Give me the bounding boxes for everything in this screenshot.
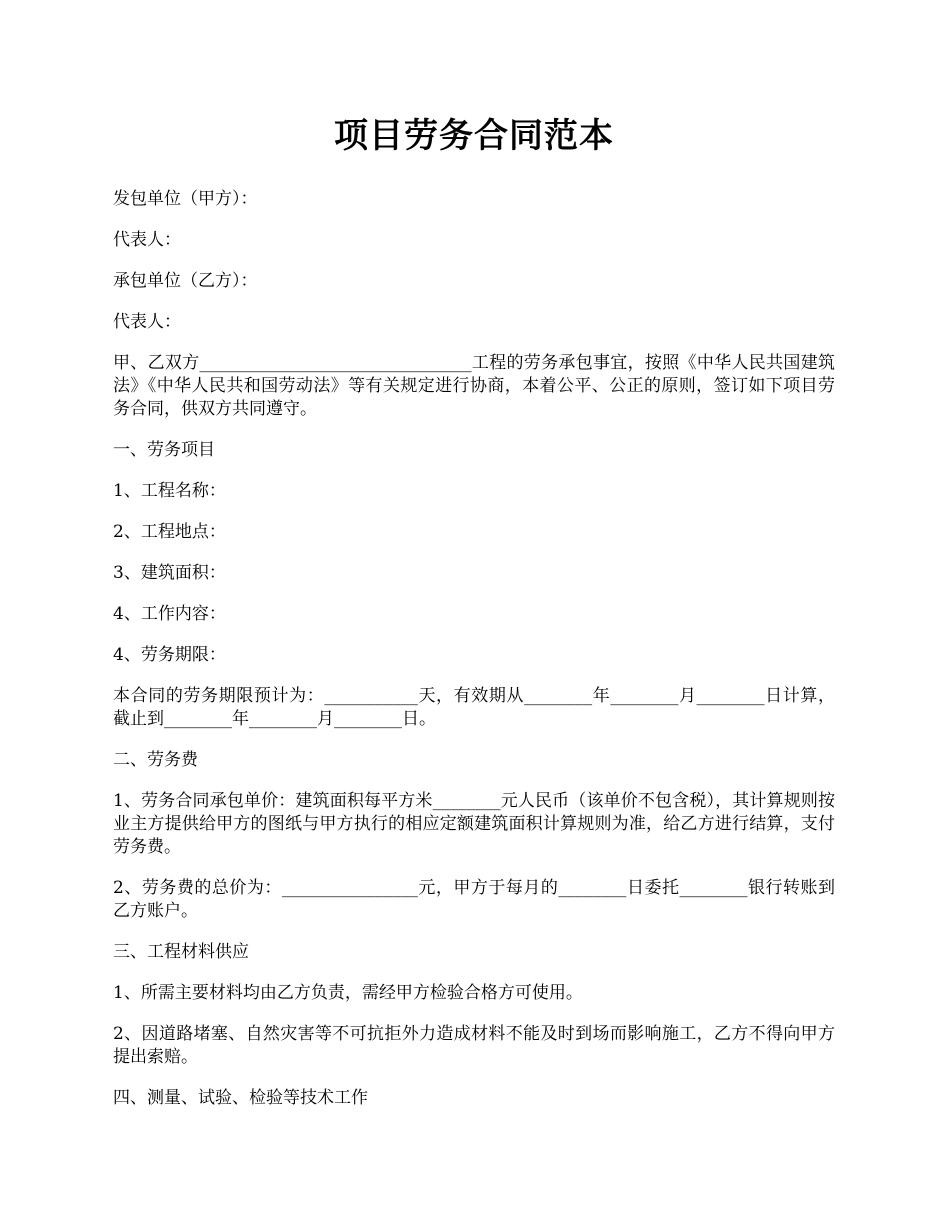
- unit-price-paragraph: 1、劳务合同承包单价：建筑面积每平方米________元人民币（该单价不包含税），其计算规则按业主方提供给甲方的图纸与甲方执行的相应定额建筑面积计算规则为准，给乙方进行结算，支付劳务费。: [113, 791, 835, 857]
- building-area-line: 3、建筑面积：: [113, 563, 226, 583]
- document-title: 项目劳务合同范本: [334, 116, 614, 156]
- party-a-line: 发包单位（甲方）：: [113, 189, 258, 209]
- section-heading-labor-fee: 二、劳务费: [113, 750, 198, 770]
- labor-term-paragraph: 本合同的劳务期限预计为：___________天，有效期从________年________月________日计算，截止到________年________月________日。: [113, 686, 835, 729]
- party-b-representative-line: 代表人：: [113, 312, 181, 332]
- project-location-line: 2、工程地点：: [113, 522, 226, 542]
- force-majeure-paragraph: 2、因道路堵塞、自然灾害等不可抗拒外力造成材料不能及时到场而影响施工，乙方不得向甲方提出索赔。: [113, 1024, 835, 1067]
- labor-term-line: 4、劳务期限：: [113, 645, 226, 665]
- party-a-representative-line: 代表人：: [113, 230, 181, 250]
- party-b-line: 承包单位（乙方）：: [113, 271, 258, 291]
- section-heading-labor-project: 一、劳务项目: [113, 440, 215, 460]
- material-responsibility-paragraph: 1、所需主要材料均由乙方负责，需经甲方检验合格方可使用。: [113, 983, 583, 1003]
- document-page: [113, 110, 835, 1128]
- project-name-line: 1、工程名称：: [113, 481, 226, 501]
- total-price-paragraph: 2、劳务费的总价为：________________元，甲方于每月的________日委托________银行转账到乙方账户。: [113, 878, 835, 921]
- section-heading-material-supply: 三、工程材料供应: [113, 942, 249, 962]
- work-content-line: 4、工作内容：: [113, 604, 226, 624]
- preamble-paragraph: 甲、乙双方________________________________工程的劳务承包事宜，按照《中华人民共国建筑法》《中华人民共和国劳动法》等有关规定进行协商，本着公平、公正的原则，签订如下项目劳务合同，供双方共同遵守。: [113, 353, 835, 419]
- section-heading-technical-work: 四、测量、试验、检验等技术工作: [113, 1088, 368, 1108]
